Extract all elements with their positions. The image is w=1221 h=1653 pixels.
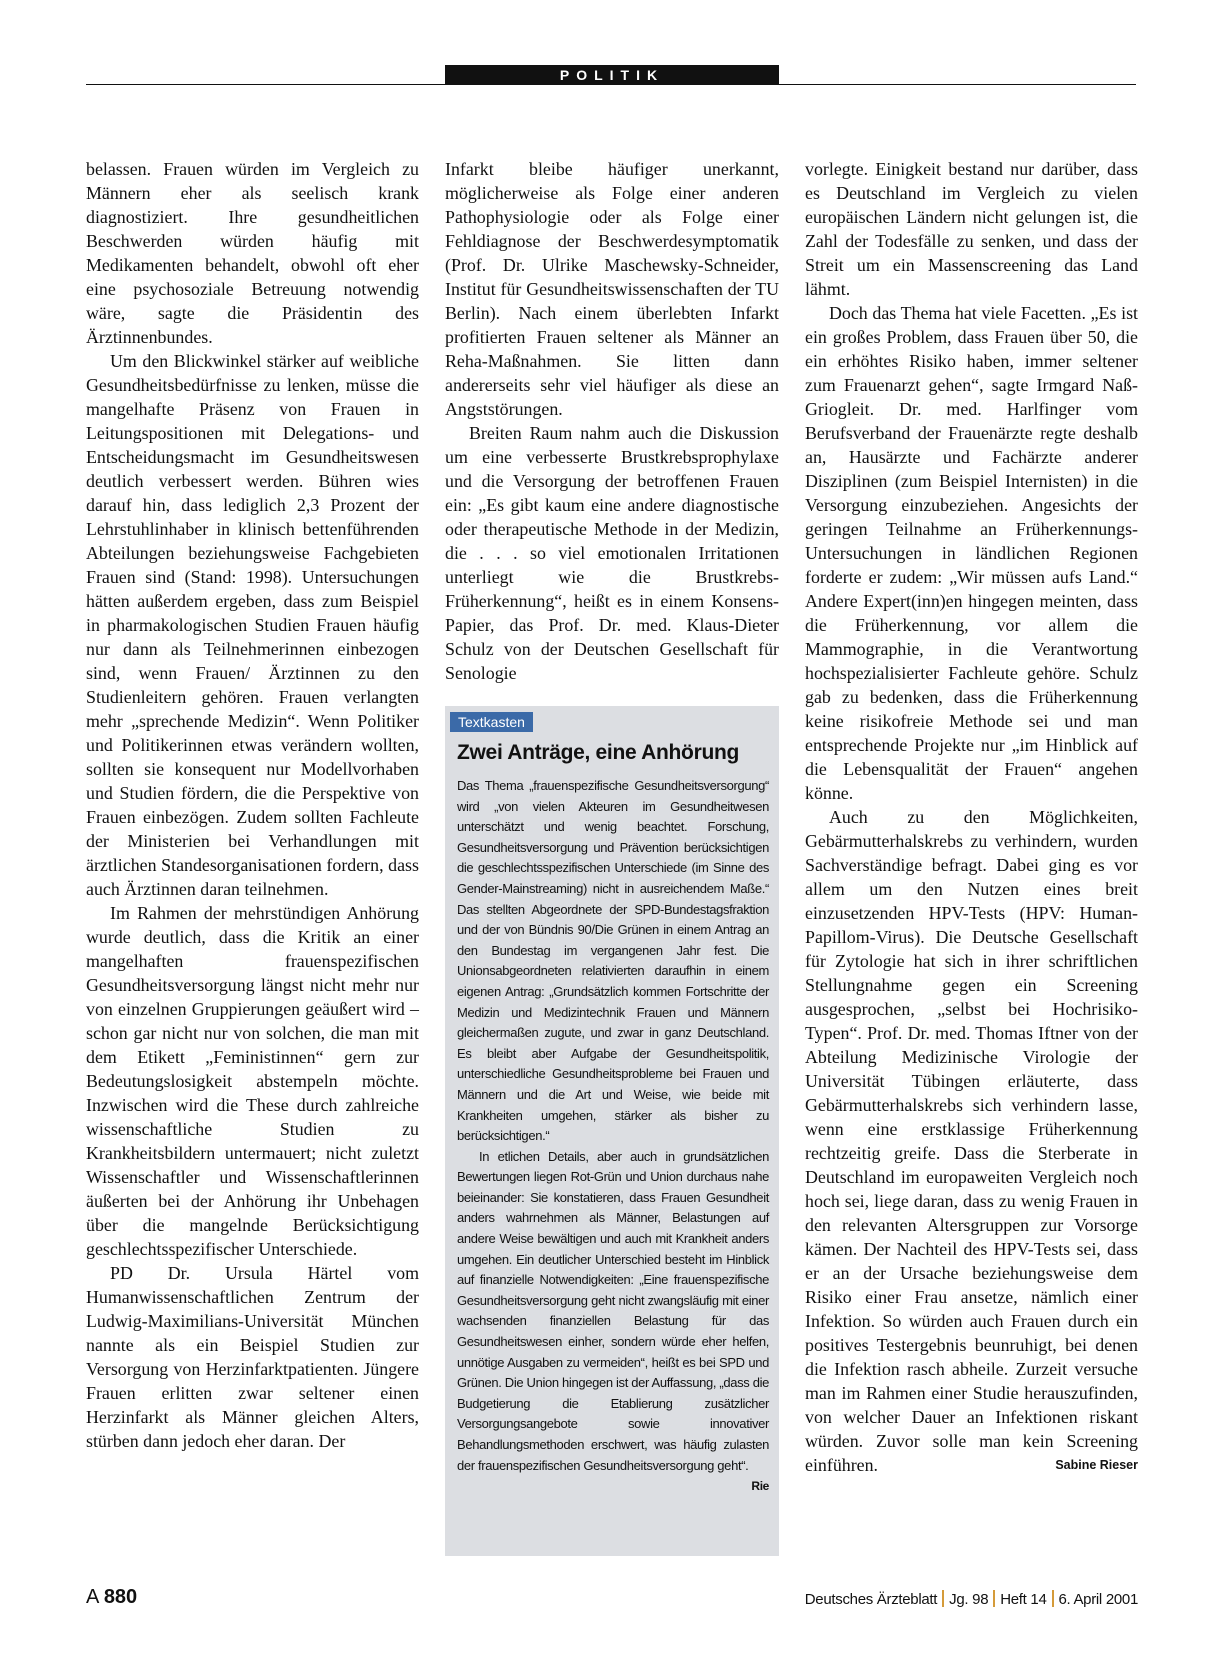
article-column-3 [805, 157, 1138, 1477]
paragraph-text: Auch zu den Möglichkeiten, Gebärmutterhalskrebs zu verhindern, wurden Sachverständige befragt. Dabei ging es vor allem um den Nutzen eines breit einzusetzenden HPV-Tests (HPV: Human-Papillom-Virus). Die Deutsche Gesellschaft für Zytologie hat sich in ihrer schriftlichen Stellungnahme gegen ein Screening ausgesprochen, „selbst bei Hochrisiko-Typen“. Prof. Dr. med. Thomas Iftner von der Abteilung Medizinische Virologie der Universität Tübingen erläuterte, dass Gebärmutterhalskrebs sich verhindern lasse, wenn eine erstklassige Früherkennung rechtzeitig greife. Dass die Sterberate in Deutschland im europaweiten Vergleich noch hoch sei, liege daran, dass zu wenig Frauen in den relevanten Altersgruppen zur Vorsorge kämen. Der Nachteil des HPV-Tests sei, dass er an der Ursache beziehungsweise dem Risiko einer Frau ansetze, nämlich einer Infektion. So würden auch Frauen durch ein positives Testergebnis beunruhigt, bei denen die Infektion rasch abheile. Zurzeit versuche man im Rahmen einer Studie herauszufinden, von welcher Dauer an Infektionen riskant würden. Zuvor solle man kein Screening einführen. [805, 807, 1138, 1475]
textbox-title: Zwei Anträge, eine Anhörung [457, 741, 740, 764]
journal-date: 6. April 2001 [1058, 1591, 1138, 1608]
paragraph-last [805, 805, 1138, 1477]
journal-volume: Jg. 98 [949, 1591, 989, 1608]
journal-issue: Heft 14 [1000, 1591, 1047, 1608]
paragraph: Breiten Raum nahm auch die Diskussion um eine verbesserte Brustkrebsprophylaxe und die Versorgung der betroffenen Frauen ein: „Es gibt kaum eine andere diagnostische oder therapeutische Methode in der Medizin, die . . . so viel emotionalen Irritationen unterliegt wie die Brustkrebs-Früherkennung“, heißt es in einem Konsens-Papier, das Prof. Dr. med. Klaus-Dieter Schulz von der Deutschen Gesellschaft für Senologie [445, 423, 779, 683]
journal-name: Deutsches Ärzteblatt [804, 1591, 938, 1608]
journal-footer [805, 1590, 1138, 1608]
paragraph: Im Rahmen der mehrstündigen Anhörung wurde deutlich, dass die Kritik an einer mangelhaften frauenspezifischen Gesundheitsversorgung längst nicht mehr nur von einzelnen Gruppierungen geäußert wird – schon gar nicht nur von solchen, die man mit dem Etikett „Feministinnen“ gern zur Bedeutungslosigkeit abstempeln möchte. Inzwischen wird die These durch zahlreiche wissenschaftliche Studien zu Krankheitsbildern untermauert; nicht zuletzt Wissenschaftler und Wissenschaftlerinnen äußerten bei der Anhörung ihr Unbehagen über die mangelnde Berücksichtigung geschlechtsspezifischer Unterschiede. [86, 903, 419, 1259]
paragraph: PD Dr. Ursula Härtel vom Humanwissenschaftlichen Zentrum der Ludwig-Maximilians-Universität München nannte als ein Beispiel Studien zur Versorgung von Herzinfarktpatienten. Jüngere Frauen erlitten zwar seltener einen Herzinfarkt als Männer gleichen Alters, stürben dann jedoch eher daran. Der [86, 1263, 419, 1451]
textbox-tag: Textkasten [450, 712, 533, 732]
textbox-paragraph: Das Thema „frauenspezifische Gesundheitsversorgung“ wird „von vielen Akteuren im Gesundheitwesen unterschätzt und wenig beachtet. Forschung, Gesundheitsversorgung und Prävention berücksichtigen die geschlechtsspezifischen Unterschiede (im Sinne des Gender-Mainstreaming) nicht in ausreichendem Maße.“ Das stellten Abgeordnete der SPD-Bundestagsfraktion und der von Bündnis 90/Die Grünen in einem Antrag an den Bundestag im vergangenen Jahr fest. Die Unionsabgeordneten relativierten daraufhin in einem eigenen Antrag: „Grundsätzlich kommen Fortschritte der Medizin und Medizintechnik Frauen und Männern gleichermaßen zugute, und zwar in ganz Deutschland. Es bleibt aber Aufgabe der Gesundheitspolitik, unterschiedliche Gesundheitsprobleme bei Frauen und Männern und die Art und Weise, wie beide mit Krankheiten umgehen, stärker als bisher zu berücksichtigen.“ [457, 778, 769, 1144]
section-header: POLITIK [445, 65, 779, 85]
paragraph: Infarkt bleibe häufiger unerkannt, möglicherweise als Folge einer anderen Pathophysiologie oder als Folge einer Fehldiagnose der Beschwerdesymptomatik (Prof. Dr. Ulrike Maschewsky-Schneider, Institut für Gesundheitswissenschaften der TU Berlin). Nach einem überlebten Infarkt profitierten Frauen seltener als Männer an Reha-Maßnahmen. Sie litten dann andererseits sehr viel häufiger als diese an Angststörungen. [445, 159, 779, 419]
paragraph: vorlegte. Einigkeit bestand nur darüber, dass es Deutschland im Vergleich zu vielen europäischen Ländern nicht gelungen ist, die Zahl der Todesfälle zu senken, und dass der Streit um ein Massenscreening das Land lähmt. [805, 159, 1138, 299]
textbox-signature: Rie [751, 1479, 769, 1494]
paragraph: Um den Blickwinkel stärker auf weibliche Gesundheitsbedürfnisse zu lenken, müsse die mangelhafte Präsenz von Frauen in Leitungspositionen mit Delegations- und Entscheidungsmacht im Gesundheitswesen deutlich verbessert werden. Bühren wies darauf hin, dass lediglich 2,3 Prozent der Lehrstuhlinhaber in klinisch bettenführenden Abteilungen beziehungsweise Fachgebieten Frauen sind (Stand: 1998). Untersuchungen hätten außerdem ergeben, dass zum Beispiel in pharmakologischen Studien Frauen häufig nur dann als Teilnehmerinnen einbezogen sind, wenn Frauen/ Ärztinnen zu den Studienleitern gehören. Frauen verlangten mehr „sprechende Medizin“. Wenn Politiker und Politikerinnen etwas verändern wollten, sollten sie konsequent nur Modellvorhaben und Studien fördern, die die Perspektive von Frauen einbezögen. Zudem sollten Fachleute der Ministerien bei Verhandlungen mit ärztlichen Standesorganisationen fordern, dass auch Ärztinnen daran teilnehmen. [86, 351, 419, 899]
author-signature: Sabine Rieser [1055, 1458, 1138, 1472]
footer-separator [942, 1590, 944, 1607]
textbox-paragraph-text: In etlichen Details, aber auch in grundsätzlichen Bewertungen liegen Rot-Grün und Union durchaus nahe beieinander: Sie konstatieren, dass Frauen Gesundheit anders wahrnehmen als Männer, Belastungen auf andere Weise bewältigen und auch mit Krankheit anders umgehen. Ein deutlicher Unterschied besteht im Hinblick auf finanzielle Notwendigkeiten: „Eine frauenspezifische Gesundheitsversorgung geht nicht zwangsläufig mit einer wachsenden finanziellen Belastung für das Gesundheitswesen einher, sondern würde eher helfen, unnötige Ausgaben zu vermeiden“, heißt es bei SPD und Grünen. Die Union hingegen ist der Auffassung, „dass die Budgetierung die Etablierung zusätzlicher Versorgungsangebote sowie innovativer Behandlungsmethoden erschwert, was häufig zulasten der frauenspezifischen Gesundheitsversorgung geht“. [457, 1148, 769, 1473]
article-column-2 [445, 157, 779, 685]
paragraph: belassen. Frauen würden im Vergleich zu Männern eher als seelisch krank diagnostiziert. Ihre gesundheitlichen Beschwerden würden häufig mit Medikamenten behandelt, obwohl oft eher eine psychosoziale Betreuung notwendig wäre, sagte die Präsidentin des Ärztinnenbundes. [86, 159, 419, 347]
textbox-sidebar [445, 706, 779, 1556]
footer-separator [993, 1590, 995, 1607]
textbox-paragraph-last [457, 1147, 769, 1494]
page-prefix: A [86, 1586, 99, 1608]
page-number-value: 880 [103, 1586, 138, 1608]
paragraph: Doch das Thema hat viele Facetten. „Es ist ein großes Problem, dass Frauen über 50, die ein erhöhtes Risiko haben, immer seltener zum Frauenarzt gehen“, sagte Irmgard Naß-Griogleit. Dr. med. Harlfinger vom Berufsverband der Frauenärzte regte deshalb an, Hausärzte und Fachärzte anderer Disziplinen (zum Beispiel Internisten) in die Versorgung einzubeziehen. Angesichts der geringen Teilnahme an Früherkennungs-Untersuchungen in ländlichen Regionen forderte er zudem: „Wir müssen aufs Land.“ Andere Expert(inn)en hingegen meinten, dass die Früherkennung, vor allem die Mammographie, in die Verantwortung hochspezialisierter Fachleute gehöre. Schulz gab zu bedenken, dass die Früherkennung keine risikofreie Methode sei und man entsprechende Projekte nur „im Hinblick auf die Lebensqualität der Frauen“ angehen könne. [805, 303, 1138, 803]
article-column-1 [86, 157, 419, 1453]
page-number [86, 1586, 137, 1609]
footer-separator [1052, 1590, 1054, 1607]
textbox-body [457, 776, 769, 1497]
